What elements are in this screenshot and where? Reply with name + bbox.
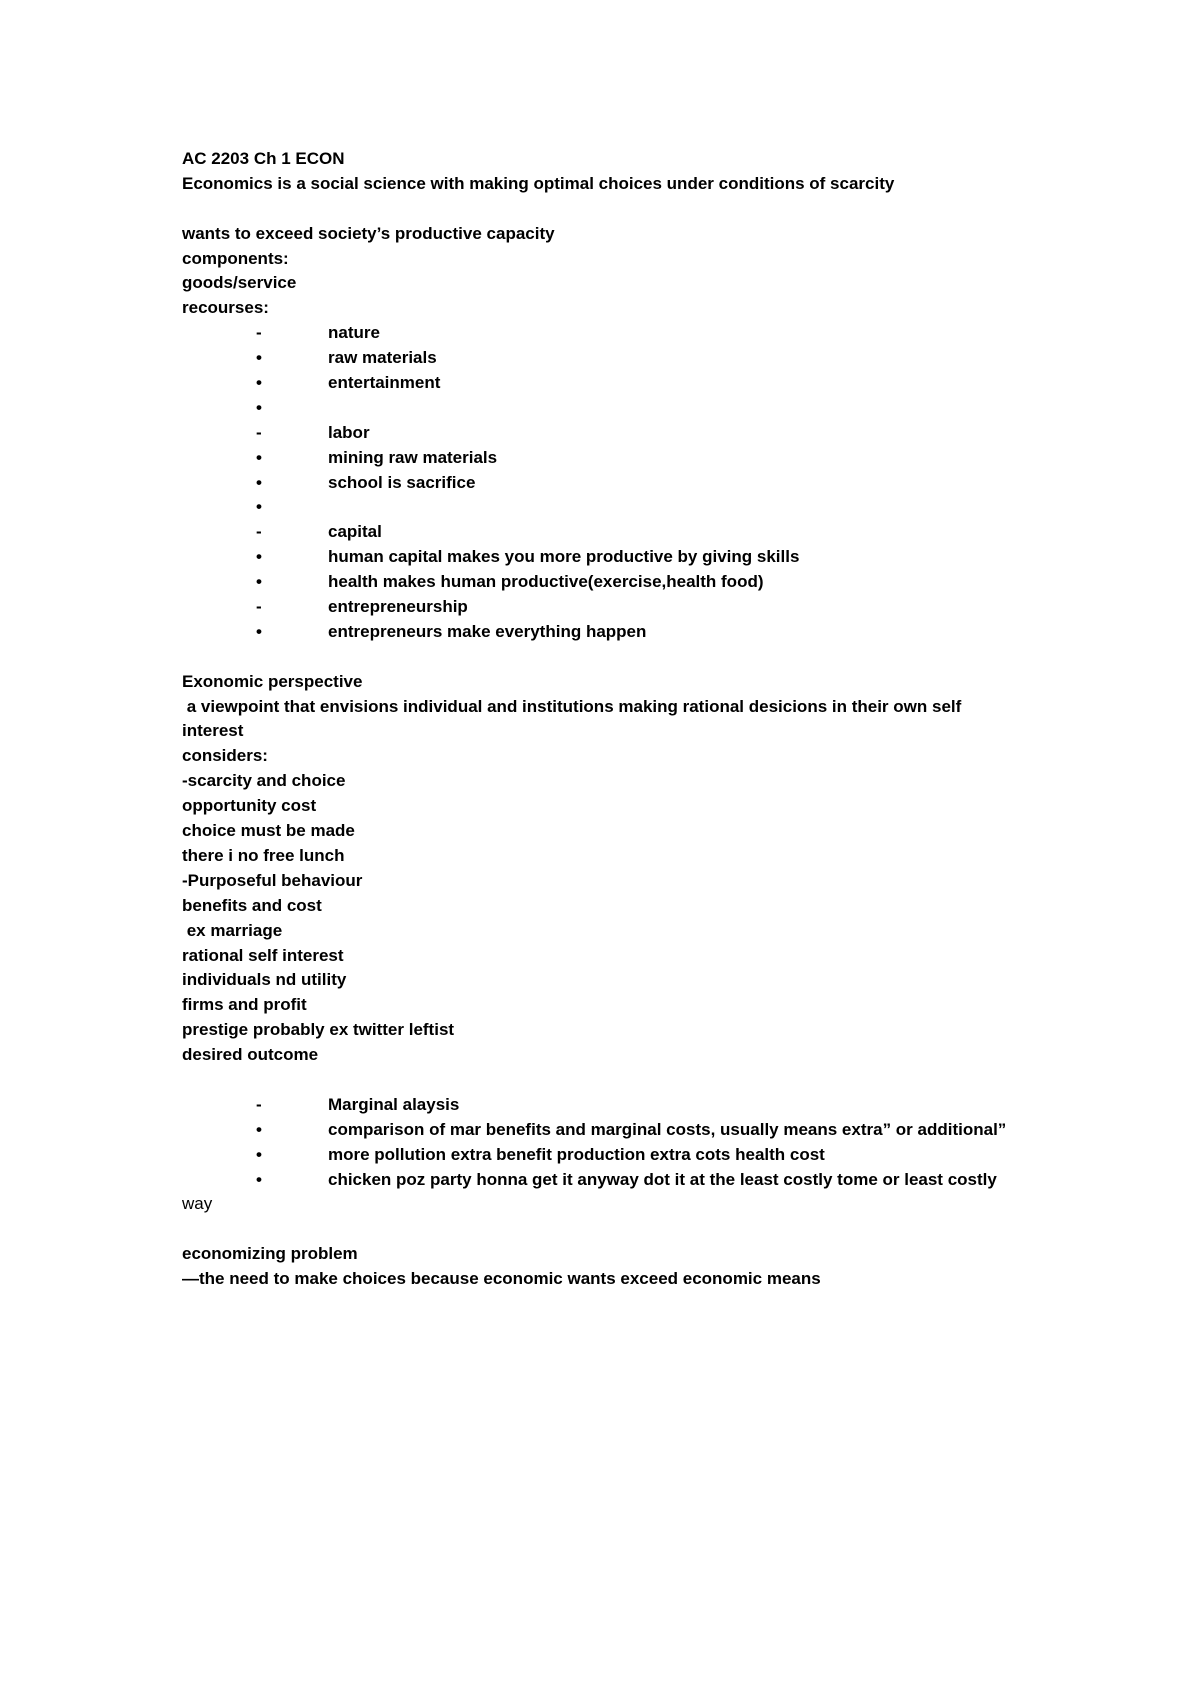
considers-line: desired outcome [182,1045,319,1065]
blank-line [182,1217,1082,1242]
list-item [182,471,1082,496]
considers-line: choice must be made [182,821,355,841]
list-item-text: mining raw materials [328,447,498,467]
list-marker: • [256,547,262,567]
list-item-text: raw materials [328,348,437,368]
list-item [182,545,1082,570]
list-marker: - [256,1094,262,1114]
components-label: components: [182,248,289,268]
considers-line: firms and profit [182,995,307,1015]
list-item [182,595,1082,620]
considers-line: individuals nd utility [182,970,347,990]
perspective-definition: a viewpoint that envisions individual and institutions making rational desicions in their own self [182,696,962,716]
document-title: AC 2203 Ch 1 ECON [182,149,345,168]
list-item-text: nature [328,323,380,343]
list-item-text: entrepreneurship [328,597,468,617]
document-body [182,147,1082,1292]
economizing-heading: economizing problem [182,1244,358,1264]
list-item [182,620,1082,645]
list-item-text: entrepreneurs make everything happen [328,621,647,641]
list-item [182,1143,1082,1168]
perspective-heading: Exonomic perspective [182,671,363,691]
list-marker: • [256,497,262,517]
considers-line: -Purposeful behaviour [182,870,363,890]
list-item-text: capital [328,522,382,542]
list-marker: • [256,472,262,492]
considers-line: there i no free lunch [182,845,345,865]
list-marker: • [256,373,262,393]
list-marker: - [256,323,262,343]
considers-line: prestige probably ex twitter leftist [182,1020,455,1040]
list-item-text: comparison of mar benefits and marginal costs, usually means extra” or additional” [328,1119,1007,1139]
list-marker: • [256,1119,262,1139]
list-item [182,346,1082,371]
list-item-text: human capital makes you more productive by giving skills [328,547,800,567]
list-item-text: school is sacrifice [328,472,476,492]
considers-line: opportunity cost [182,796,317,816]
goods-line: goods/service [182,273,297,293]
wants-line: wants to exceed society’s productive capacity [182,223,555,243]
list-item [182,1168,1082,1193]
list-item [182,446,1082,471]
economizing-definition: —the need to make choices because economic wants exceed economic means [182,1269,821,1289]
considers-list [182,744,1082,1068]
list-item [182,396,1082,421]
blank-line [182,197,1082,222]
list-item [182,371,1082,396]
list-marker: - [256,597,262,617]
blank-line [182,645,1082,670]
economics-definition: Economics is a social science with making optimal choices under conditions of scarcity [182,173,895,193]
list-marker: • [256,397,262,417]
blank-line [182,1068,1082,1093]
list-item [182,1118,1082,1143]
perspective-definition-continued: interest [182,721,244,741]
considers-line: considers: [182,746,268,766]
list-marker: • [256,1144,262,1164]
list-marker: • [256,447,262,467]
marginal-list [182,1093,1082,1193]
considers-line: benefits and cost [182,895,322,915]
list-marker: • [256,1169,262,1189]
marginal-continuation: way [182,1194,213,1214]
list-item [182,520,1082,545]
list-item-text: entertainment [328,373,441,393]
list-item [182,570,1082,595]
list-item [182,1093,1082,1118]
list-item-text: health makes human productive(exercise,health food) [328,572,764,592]
list-item [182,495,1082,520]
list-item [182,321,1082,346]
list-marker: • [256,348,262,368]
list-marker: • [256,572,262,592]
considers-line: ex marriage [182,920,283,940]
considers-line: rational self interest [182,945,344,965]
list-item-text: chicken poz party honna get it anyway dot it at the least costly tome or least costly [328,1169,997,1189]
list-marker: - [256,422,262,442]
resources-list [182,321,1082,645]
list-marker: • [256,621,262,641]
list-item [182,421,1082,446]
list-item-text: labor [328,422,370,442]
list-item-text: more pollution extra benefit production extra cots health cost [328,1144,825,1164]
resources-label: recourses: [182,298,269,318]
considers-line: -scarcity and choice [182,771,346,791]
list-item-text: Marginal alaysis [328,1094,460,1114]
list-marker: - [256,522,262,542]
